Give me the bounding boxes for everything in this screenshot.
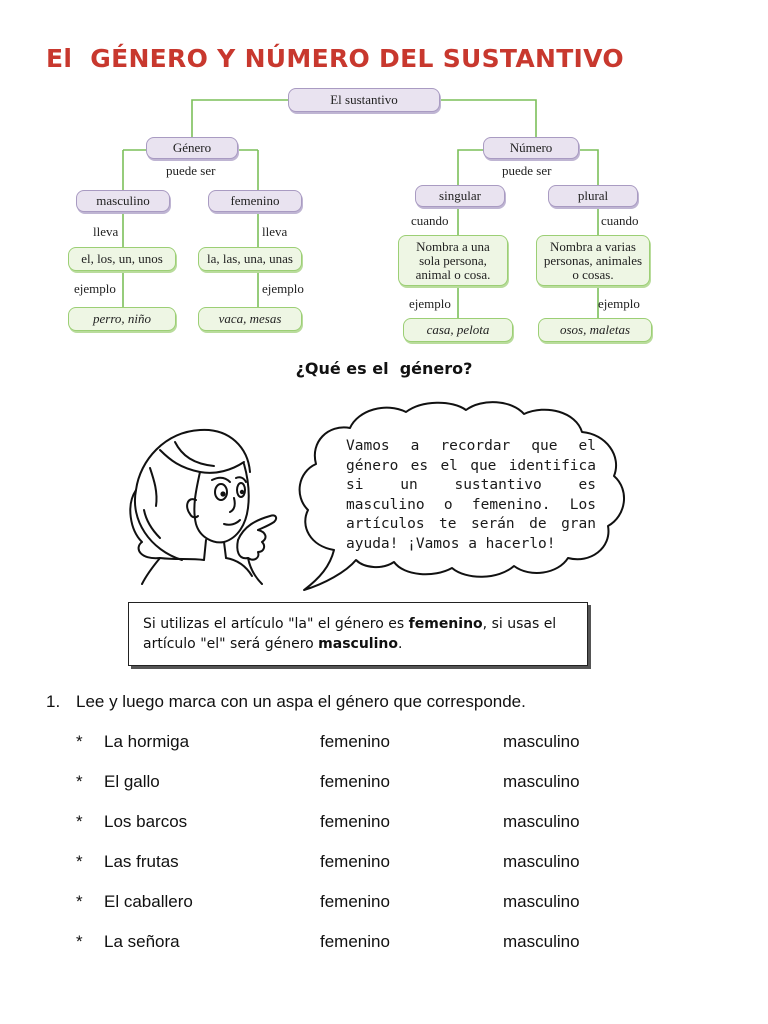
exercise-instruction <box>46 692 526 712</box>
exercise-row <box>0 812 768 836</box>
exercise-row <box>0 852 768 876</box>
girl-pointing-illustration <box>120 420 290 585</box>
exercise-instruction-text: Lee y luego marca con un aspa el género que corresponde. <box>76 692 526 711</box>
label-lleva-left: lleva <box>93 224 119 239</box>
label-ejemplo-1: ejemplo <box>74 281 116 296</box>
node-sustantivo: El sustantivo <box>288 88 440 112</box>
label-cuando-right: cuando <box>601 213 639 228</box>
label-puede-ser-left: puede ser <box>166 163 216 178</box>
bullet-asterisk: * <box>76 812 83 831</box>
rule-text-1: Si utilizas el artículo "la" el género es <box>143 616 409 632</box>
bullet-asterisk: * <box>76 892 83 911</box>
node-ejemplo-femenino: vaca, mesas <box>198 307 302 331</box>
label-lleva-right: lleva <box>262 224 288 239</box>
option-masculino[interactable]: masculino <box>503 932 580 951</box>
node-numero: Número <box>483 137 579 159</box>
node-femenino: femenino <box>208 190 302 212</box>
bullet-asterisk: * <box>76 932 83 951</box>
node-articulos-femenino: la, las, una, unas <box>198 247 302 271</box>
exercise-row <box>0 772 768 796</box>
page-title: El GÉNERO Y NÚMERO DEL SUSTANTIVO <box>46 44 624 73</box>
exercise-row <box>0 892 768 916</box>
node-ejemplo-masculino: perro, niño <box>68 307 176 331</box>
option-femenino[interactable]: femenino <box>320 772 390 791</box>
option-femenino[interactable]: femenino <box>320 852 390 871</box>
option-masculino[interactable]: masculino <box>503 812 580 831</box>
exercise-word: Los barcos <box>104 812 188 831</box>
bullet-asterisk: * <box>76 772 83 791</box>
exercise-row <box>0 932 768 956</box>
option-femenino[interactable]: femenino <box>320 932 390 951</box>
exercise-word: La señora <box>104 932 180 951</box>
option-femenino[interactable]: femenino <box>320 812 390 831</box>
node-definicion-plural: Nombra a varias personas, animales o cosas. <box>536 235 650 286</box>
option-masculino[interactable]: masculino <box>503 772 580 791</box>
section-question: ¿Qué es el género? <box>295 359 473 378</box>
option-masculino[interactable]: masculino <box>503 892 580 911</box>
exercise-word: Las frutas <box>104 852 179 871</box>
exercise-number: 1. <box>46 692 61 711</box>
node-definicion-singular: Nombra a una sola persona, animal o cosa. <box>398 235 508 286</box>
rule-bold-masculino: masculino <box>318 636 398 652</box>
speech-bubble-text: Vamos a recordar que el género es el que identifica si un sustantivo es masculino o femenino. Los artículos te serán de gran ayuda! ¡Vamos a hacerlo! <box>346 438 596 552</box>
option-femenino[interactable]: femenino <box>320 892 390 911</box>
label-ejemplo-4: ejemplo <box>598 296 640 311</box>
label-puede-ser-right: puede ser <box>502 163 552 178</box>
rule-bold-femenino: femenino <box>408 616 483 632</box>
node-singular: singular <box>415 185 505 207</box>
bullet-asterisk: * <box>76 852 83 871</box>
concept-map <box>0 80 768 350</box>
label-ejemplo-2: ejemplo <box>262 281 304 296</box>
exercise-word: El caballero <box>104 892 193 911</box>
option-masculino[interactable]: masculino <box>503 732 580 751</box>
exercise-row <box>0 732 768 756</box>
node-ejemplo-plural: osos, maletas <box>538 318 652 342</box>
node-ejemplo-singular: casa, pelota <box>403 318 513 342</box>
node-masculino: masculino <box>76 190 170 212</box>
option-femenino[interactable]: femenino <box>320 732 390 751</box>
node-plural: plural <box>548 185 638 207</box>
option-masculino[interactable]: masculino <box>503 852 580 871</box>
exercise-word: La hormiga <box>104 732 190 751</box>
bullet-asterisk: * <box>76 732 83 751</box>
label-cuando-left: cuando <box>411 213 449 228</box>
rule-box <box>128 602 588 666</box>
rule-text-3: . <box>398 636 403 652</box>
rule-text-2: , si usas el artículo "el" será género <box>143 616 557 652</box>
label-ejemplo-3: ejemplo <box>409 296 451 311</box>
node-genero: Género <box>146 137 238 159</box>
node-articulos-masculino: el, los, un, unos <box>68 247 176 271</box>
exercise-word: El gallo <box>104 772 160 791</box>
